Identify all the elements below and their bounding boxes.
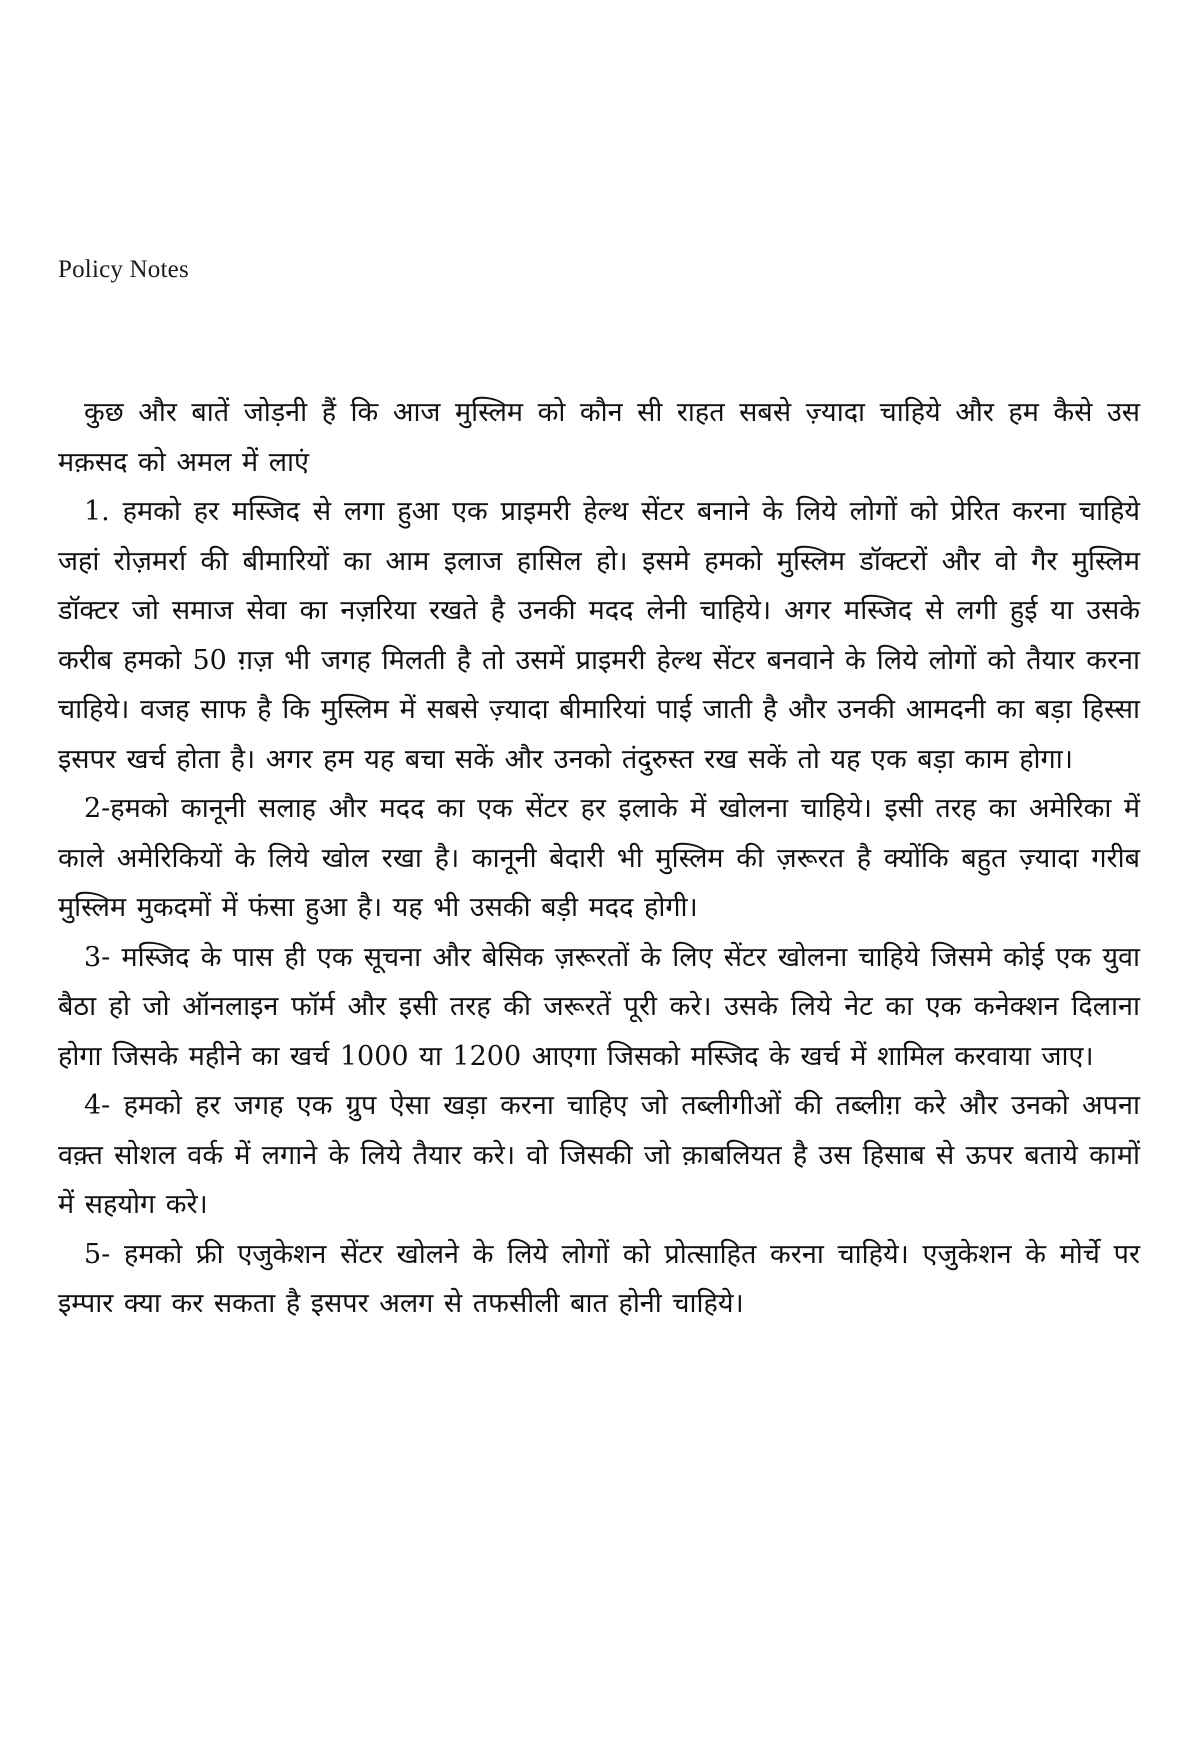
point-1-paragraph: 1. हमको हर मस्जिद से लगा हुआ एक प्राइमरी हेल्थ सेंटर बनाने के लिये लोगों को प्रेरित करना चाहिये जहां रोज़मर्रा की बीमारियों का आम इलाज हासिल हो। इसमे हमको मुस्लिम डॉक्टरों और वो गैर मुस्लिम डॉक्टर जो समाज सेवा का नज़रिया रखते है उनकी मदद लेनी चाहिये। अगर मस्जिद से लगी हुई या उसके करीब हमको 50 ग़ज़ भी जगह मिलती है तो उसमें प्राइमरी हेल्थ सेंटर बनवाने के लिये लोगों को तैयार करना चाहिये। वजह साफ है कि मुस्लिम में सबसे ज़्यादा बीमारियां पाई जाती है और उनकी आमदनी का बड़ा हिस्सा इसपर खर्च होता है। अगर हम यह बचा सकें और उनको तंदुरुस्त रख सकें तो यह एक बड़ा काम होगा। <box>58 496 1140 775</box>
intro-paragraph: कुछ और बातें जोड़नी हैं कि आज मुस्लिम को कौन सी राहत सबसे ज़्यादा चाहिये और हम कैसे उस मक़सद को अमल में लाएं <box>58 397 1140 478</box>
point-5-paragraph: 5- हमको फ्री एजुकेशन सेंटर खोलने के लिये लोगों को प्रोत्साहित करना चाहिये। एजुकेशन के मोर्चे पर इम्पार क्या कर सकता है इसपर अलग से तफसीली बात होनी चाहिये। <box>58 1238 1140 1319</box>
point-2-paragraph: 2-हमको कानूनी सलाह और मदद का एक सेंटर हर इलाके में खोलना चाहिये। इसी तरह का अमेरिका में काले अमेरिकियों के लिये खोल रखा है। कानूनी बेदारी भी मुस्लिम की ज़रूरत है क्योंकि बहुत ज़्यादा गरीब मुस्लिम मुकदमों में फंसा हुआ है। यह भी उसकी बड़ी मदद होगी। <box>58 793 1140 923</box>
point-3-paragraph: 3- मस्जिद के पास ही एक सूचना और बेसिक ज़रूरतों के लिए सेंटर खोलना चाहिये जिसमे कोई एक युवा बैठा हो जो ऑनलाइन फॉर्म और इसी तरह की जरूरतें पूरी करे। उसके लिये नेट का एक कनेक्शन दिलाना होगा जिसके महीने का खर्च 1000 या 1200 आएगा जिसको मस्जिद के खर्च में शामिल करवाया जाए। <box>58 941 1140 1072</box>
page-header: Policy Notes <box>58 256 189 283</box>
document-body <box>58 388 1140 1329</box>
point-4-paragraph: 4- हमको हर जगह एक ग्रुप ऐसा खड़ा करना चाहिए जो तब्लीगीओं की तब्लीग़ करे और उनको अपना वक़्त सोशल वर्क में लगाने के लिये तैयार करे। वो जिसकी जो क़ाबलियत है उस हिसाब से ऊपर बताये कामों में सहयोग करे। <box>58 1090 1140 1220</box>
